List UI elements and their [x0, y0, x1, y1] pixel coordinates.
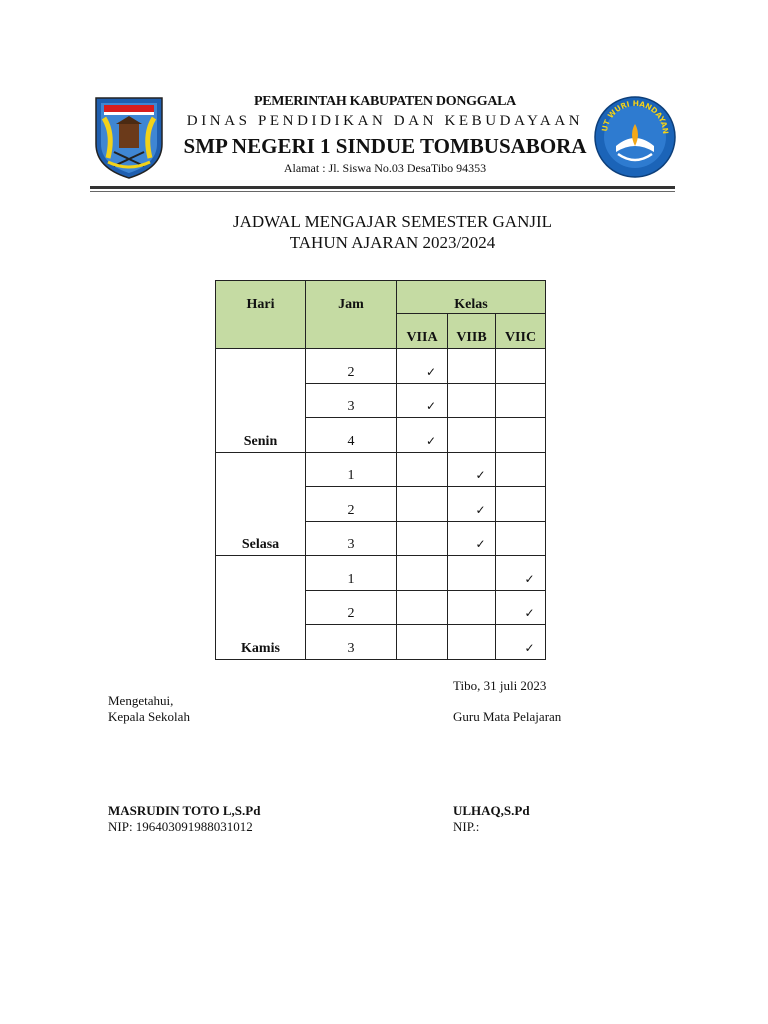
- check-cell-viib: [448, 521, 496, 556]
- check-mark-icon: ✓: [524, 606, 535, 620]
- check-cell-viib: [448, 349, 496, 384]
- check-cell-viib: [448, 556, 496, 591]
- check-cell-viic: [496, 418, 546, 453]
- letterhead-divider-thick: [90, 186, 675, 189]
- check-cell-viia: [397, 487, 448, 522]
- department-heading: DINAS PENDIDIKAN DAN KEBUDAYAAN: [186, 113, 584, 129]
- check-cell-viia: [397, 383, 448, 418]
- hour-cell: 1: [306, 556, 397, 591]
- table-row: [216, 556, 546, 591]
- check-cell-viia: [397, 556, 448, 591]
- check-mark-icon: ✓: [524, 571, 535, 586]
- table-header-row: [216, 281, 546, 314]
- check-mark-icon: ✓: [425, 364, 437, 379]
- header-class-group: Kelas: [397, 281, 546, 314]
- header-day: Hari: [216, 281, 306, 349]
- hour-cell: 2: [306, 487, 397, 522]
- check-cell-viic: [496, 383, 546, 418]
- signature-place-date: Tibo, 31 juli 2023: [453, 678, 547, 693]
- day-cell-selasa: Selasa: [216, 452, 306, 556]
- document-subtitle: TAHUN AJARAN 2023/2024: [289, 233, 496, 252]
- header-class-viib: VIIB: [448, 314, 496, 349]
- check-cell-viic: [496, 625, 546, 660]
- day-cell-senin: Senin: [216, 349, 306, 453]
- header-hour: Jam: [306, 281, 397, 349]
- check-cell-viia: [397, 418, 448, 453]
- check-cell-viic: [496, 349, 546, 384]
- check-cell-viic: [496, 521, 546, 556]
- letterhead-divider-thin: [90, 191, 675, 192]
- hour-cell: 3: [306, 521, 397, 556]
- check-cell-viic: [496, 452, 546, 487]
- signature-principal-role: Kepala Sekolah: [108, 709, 190, 724]
- document-title: JADWAL MENGAJAR SEMESTER GANJIL: [232, 212, 553, 231]
- check-cell-viib: [448, 383, 496, 418]
- hour-cell: 3: [306, 625, 397, 660]
- check-mark-icon: ✓: [475, 502, 486, 517]
- hour-cell: 3: [306, 383, 397, 418]
- check-cell-viic: [496, 556, 546, 591]
- teacher-nip: NIP.:: [453, 819, 480, 834]
- check-cell-viib: [448, 418, 496, 453]
- check-mark-icon: ✓: [425, 433, 437, 448]
- check-cell-viib: [448, 452, 496, 487]
- check-cell-viic: [496, 590, 546, 625]
- check-cell-viic: [496, 487, 546, 522]
- signature-teacher-role: Guru Mata Pelajaran: [453, 709, 562, 724]
- check-mark-icon: ✓: [475, 468, 486, 482]
- school-name: SMP NEGERI 1 SINDUE TOMBUSABORA: [183, 134, 587, 158]
- check-cell-viib: [448, 625, 496, 660]
- hour-cell: 4: [306, 418, 397, 453]
- regency-emblem-logo: [90, 94, 168, 180]
- check-cell-viia: [397, 625, 448, 660]
- table-row: [216, 349, 546, 384]
- table-row: [216, 452, 546, 487]
- government-heading: PEMERINTAH KABUPATEN DONGGALA: [254, 94, 516, 109]
- header-class-viic: VIIC: [496, 314, 546, 349]
- teacher-name: ULHAQ,S.Pd: [453, 803, 530, 818]
- check-cell-viia: [397, 590, 448, 625]
- schedule-table: [215, 280, 546, 660]
- school-address: Alamat : Jl. Siswa No.03 DesaTibo 94353: [283, 161, 487, 175]
- principal-name: MASRUDIN TOTO L,S.Pd: [108, 803, 261, 818]
- check-cell-viia: [397, 452, 448, 487]
- signature-acknowledged: Mengetahui,: [108, 693, 174, 708]
- header-class-viia: VIIA: [397, 314, 448, 349]
- principal-nip: NIP: 196403091988031012: [108, 819, 253, 834]
- hour-cell: 2: [306, 590, 397, 625]
- check-cell-viib: [448, 487, 496, 522]
- check-mark-icon: ✓: [425, 399, 437, 413]
- check-cell-viib: [448, 590, 496, 625]
- day-cell-kamis: Kamis: [216, 556, 306, 660]
- check-cell-viia: [397, 521, 448, 556]
- hour-cell: 2: [306, 349, 397, 384]
- logo-motto-text: UT WURI HANDAYAN: [600, 98, 671, 135]
- check-mark-icon: ✓: [475, 537, 486, 551]
- check-cell-viia: [397, 349, 448, 384]
- hour-cell: 1: [306, 452, 397, 487]
- check-mark-icon: ✓: [524, 640, 535, 655]
